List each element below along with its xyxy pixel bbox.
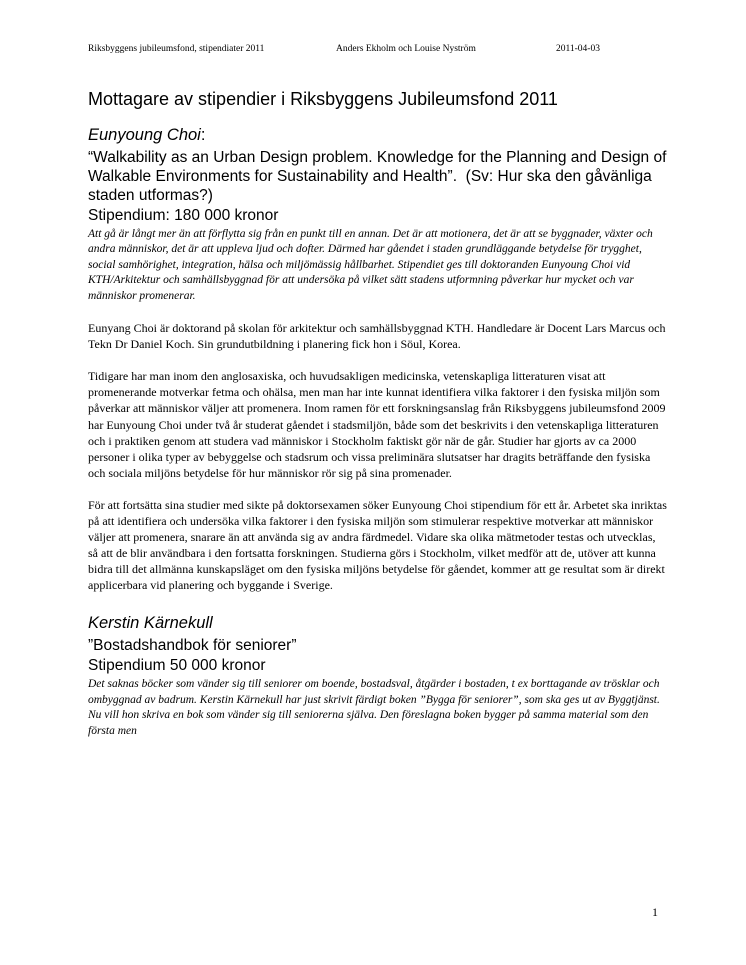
body-paragraph: Tidigare har man inom den anglosaxiska, och huvudsakligen medicinska, vetenskapliga litteraturen visat att promenerande motverkar fetma och ohälsa, men man har inte kunnat identifiera vilka faktorer i den fysiska miljön som påverkar att människor väljer att promenera. Inom ramen för ett forskningsanslag från Riksbyggens jubileumsfond 2009 har Eunyoung Choi under två år studerat gåendet i stadsmiljön, både som det beskrivits i den vetenskapliga litteraturen och i praktiken genom att studera vad människor i Stockholm faktiskt gör när de går. Studier har gjorts av ca 2000 personer i olika typer av bebyggelse och stadsrum och vissa preliminära slutsatser har dragits beträffande den fysiska och sociala miljöns betydelse för hur människor rör sig på sina promenader. (88, 369, 666, 480)
abstract: Det saknas böcker som vänder sig till seniorer om boende, bostadsval, åtgärder i bostaden, t ex borttagande av trösklar och ombyggnad av badrum. Kerstin Kärnekull har just skrivit färdigt boken ”Bygga för seniorer”, som ska ges ut av Byggtjänst. Nu vill hon skriva en bok som vänder sig till seniorerna själva. Den föreslagna boken bygger på samma material som den första men (88, 678, 660, 737)
stipend-amount: Stipendium 50 000 kronor (88, 657, 266, 675)
project-title (88, 148, 668, 205)
project-note: (Sv: Hur ska den gåvänliga staden utformas?) (88, 168, 652, 204)
recipient-name (88, 125, 668, 146)
recipient-name: Kerstin Kärnekull (88, 614, 213, 633)
body-paragraph: Eunyang Choi är doktorand på skolan för arkitektur och samhällsbyggnad KTH. Handledare är Docent Lars Marcus och Tekn Dr Daniel Koch. Sin grundutbildning i planering fick hon i Söul, Korea. (88, 321, 666, 352)
recipient-section (88, 125, 668, 593)
abstract: Att gå är långt mer än att förflytta sig från en punkt till en annan. Det är att motionera, det är att se byggnader, växter och andra människor, det är att uppleva ljud och dofter. Därmed har gåendet i staden grundläggande betydelse för trygghet, social samhörighet, integration, hälsa och miljömässig hållbarhet. Stipendiet ges till doktoranden Eunyoung Choi vid KTH/Arkitektur och samhällsbyggnad för att undersöka på vilket sätt stadens utformning påverkar hur mycket och var människor promenerar. (88, 228, 653, 302)
recipient-name-suffix: : (200, 126, 206, 144)
page-number: 1 (652, 905, 658, 919)
project-title: ”Bostadshandbok för seniorer” (88, 637, 297, 655)
document-body (88, 88, 668, 739)
body-paragraph: För att fortsätta sina studier med sikte på doktorsexamen söker Eunyoung Choi stipendium för ett år. Arbetet ska inriktas på att identifiera och undersöka vilka faktorer i den fysiska miljön som stimulerar respektive motverkar att människor väljer att promenera, snarare än att använda sig av andra färdmedel. Vidare ska olika mätmetoder testas och utvecklas, så att de blir användbara i den fortsatta forskningen. Studierna görs i Stockholm, vilket medför att de, utöver att kunna bidra till det allmänna kunskapsläget om den fysiska miljöns betydelse för gåendet, kommer att ge resultat som är direkt applicerbara vid planering och byggande i Sverige. (88, 497, 667, 593)
header-date: 2011-04-03 (556, 44, 600, 54)
stipend-amount: Stipendium: 180 000 kronor (88, 207, 279, 224)
project-title-text: “Walkability as an Urban Design problem. Knowledge for the Planning and Design of Walkable Environments for Sustainability and Health”. (88, 149, 667, 185)
recipient-name-text: Eunyoung Choi (88, 126, 201, 144)
recipient-section (88, 613, 668, 739)
page-header (88, 44, 668, 58)
header-authors: Anders Ekholm och Louise Nyström (336, 44, 476, 54)
header-left: Riksbyggens jubileumsfond, stipendiater 2011 (88, 44, 265, 54)
document-title: Mottagare av stipendier i Riksbyggens Jubileumsfond 2011 (88, 89, 558, 109)
